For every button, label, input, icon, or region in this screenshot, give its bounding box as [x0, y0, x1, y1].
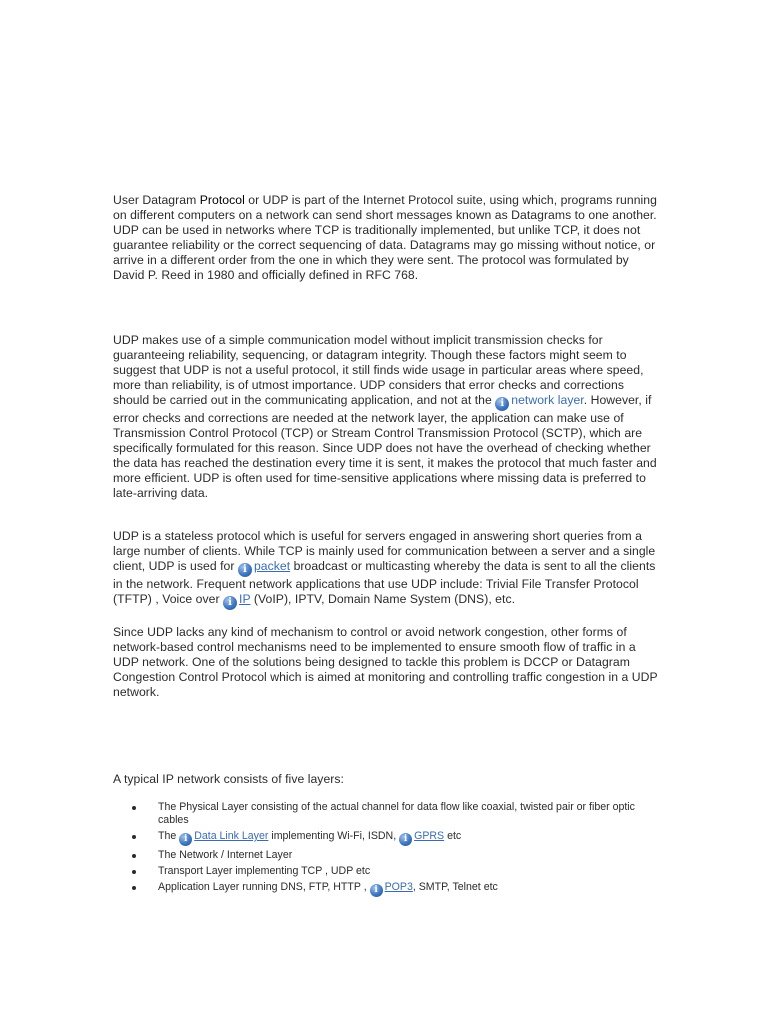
p3-text-2: broadcast or multicasting whereby the data is sent to all the clients in the network. Frequent network applications that use UDP include: Trivial File Transfer Protocol (TFTP) , Voice over [113, 559, 656, 606]
list-item [132, 881, 652, 897]
network-layer-link[interactable]: network layer [511, 393, 584, 407]
p1-text-1: User Datagram [113, 193, 200, 207]
list-item [132, 865, 652, 878]
info-circle-icon[interactable]: i [370, 884, 383, 897]
gprs-link[interactable]: GPRS [414, 830, 445, 842]
p3-text-3: (VoIP), IPTV, Domain Name System (DNS), etc. [250, 592, 516, 606]
ip-link[interactable]: IP [239, 592, 251, 606]
info-circle-icon[interactable]: i [495, 397, 509, 411]
paragraph-layers-intro [113, 772, 513, 787]
layer-transport-text: Transport Layer implementing TCP , UDP etc [158, 865, 371, 877]
bullet-icon [132, 886, 136, 890]
list-item [132, 830, 652, 846]
layer-datalink-text-1: The [158, 830, 180, 842]
data-link-layer-link[interactable]: Data Link Layer [194, 830, 269, 842]
list-item [132, 849, 652, 862]
p5-text: A typical IP network consists of five layers: [113, 772, 344, 786]
paragraph-udp-stateless [113, 529, 658, 610]
layer-datalink-text-3: etc [444, 830, 462, 842]
list-item [132, 801, 652, 827]
layer-physical-text: The Physical Layer consisting of the actual channel for data flow like coaxial, twisted pair or fiber optic cables [158, 801, 635, 826]
bullet-icon [132, 854, 136, 858]
packet-link[interactable]: packet [253, 559, 291, 573]
paragraph-udp-congestion [113, 625, 658, 700]
p2-text-2: . However, if error checks and corrections are needed at the network layer, the application can make use of Transmission Control Protocol (TCP) or Stream Control Transmission Protocol (SCTP), which are specifically formulated for this reason. Since UDP does not have the overhead of checking whether the data has reached the destination every time it is sent, it makes the protocol that much faster and more efficient. UDP is often used for time-sensitive applications where missing data is preferred to late-arriving data. [113, 393, 657, 500]
p1-protocol-word: Protocol [199, 193, 245, 207]
info-circle-icon[interactable]: i [399, 833, 412, 846]
ip-layers-list [132, 801, 652, 900]
layer-datalink-text-2: implementing Wi-Fi, ISDN, [268, 830, 400, 842]
pop3-link[interactable]: POP3 [384, 881, 413, 893]
bullet-icon [132, 835, 136, 839]
layer-network-text: The Network / Internet Layer [158, 849, 293, 861]
info-circle-icon[interactable]: i [238, 563, 252, 577]
paragraph-udp-intro [113, 193, 658, 283]
p1-text-2: or UDP is part of the Internet Protocol suite, using which, programs running on different computers on a network can send short messages known as Datagrams to one another. UDP can be used in networks where TCP is traditionally implemented, but unlike TCP, it does not guarantee reliability or the correct sequencing of data. Datagrams may go missing without notice, or arrive in a different order from the one in which they were sent. The protocol was formulated by David P. Reed in 1980 and officially defined in RFC 768. [113, 193, 657, 282]
p2-text-1: UDP makes use of a simple communication model without implicit transmission checks for guaranteeing reliability, sequencing, or datagram integrity. Though these factors might seem to suggest that UDP is not a useful protocol, it still finds wide usage in particular areas where speed, more than reliability, is of utmost importance. UDP considers that error checks and corrections should be carried out in the communicating application, and not at the [113, 333, 644, 407]
paragraph-udp-model [113, 333, 658, 501]
info-circle-icon[interactable]: i [223, 596, 237, 610]
p3-text-1: UDP is a stateless protocol which is useful for servers engaged in answering short queries from a large number of clients. While TCP is mainly used for communication between a server and a single client, UDP is used for [113, 529, 656, 573]
bullet-icon [132, 870, 136, 874]
info-circle-icon[interactable]: i [179, 833, 192, 846]
layer-application-text-2: , SMTP, Telnet etc [412, 881, 498, 893]
layer-application-text-1: Application Layer running DNS, FTP, HTTP , [158, 881, 370, 893]
p4-text: Since UDP lacks any kind of mechanism to control or avoid network congestion, other forms of network-based control mechanisms need to be implemented to ensure smooth flow of traffic in a UDP network. One of the solutions being designed to tackle this problem is DCCP or Datagram Congestion Control Protocol which is aimed at monitoring and controlling traffic congestion in a UDP network. [113, 625, 658, 699]
bullet-icon [132, 806, 136, 810]
